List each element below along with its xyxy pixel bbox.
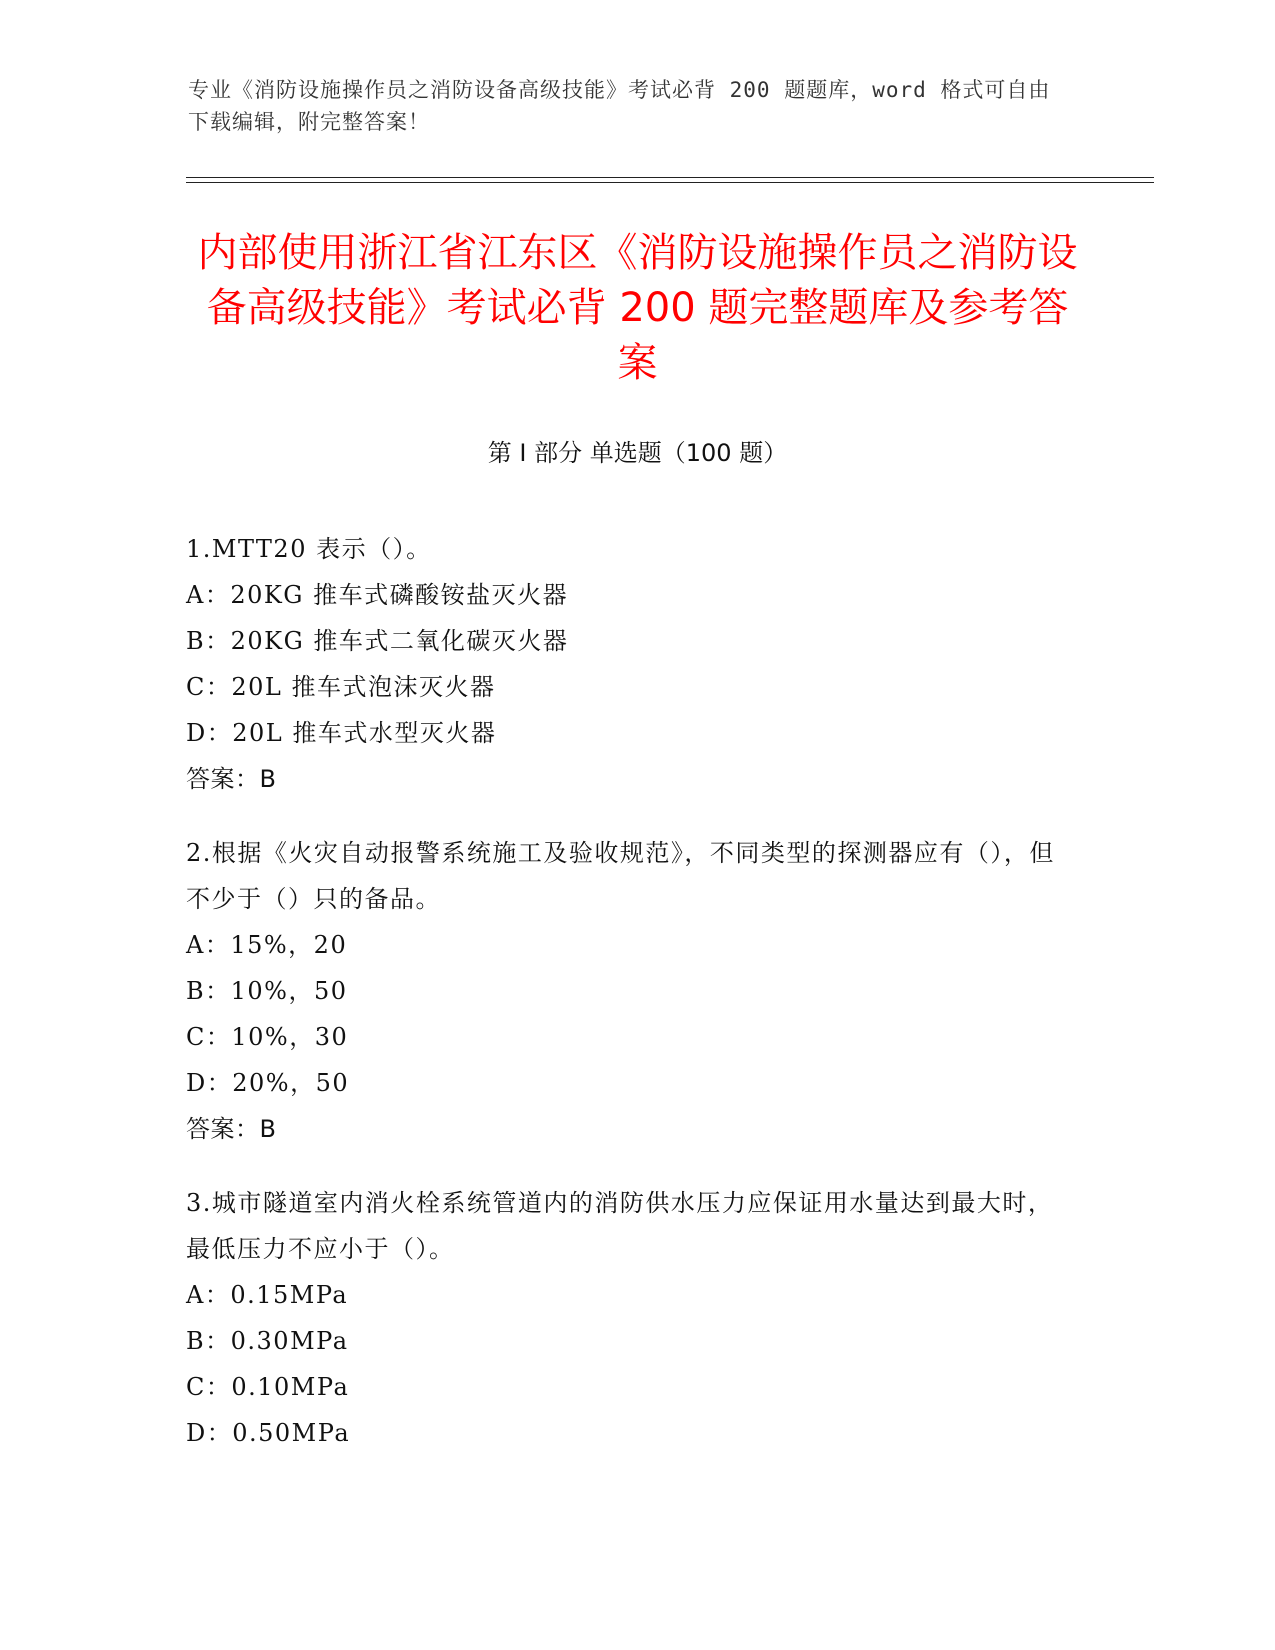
header-divider-bottom	[186, 182, 1154, 183]
option-d: D：20L 推车式水型灭火器	[186, 719, 497, 747]
document-title: 内部使用浙江省江东区《消防设施操作员之消防设备高级技能》考试必背 200 题完整题库及参考答案	[197, 230, 1078, 386]
question-2	[186, 830, 1066, 1152]
question-3	[186, 1180, 1066, 1456]
question-list	[186, 526, 1066, 1484]
option-c: C：10%，30	[186, 1023, 349, 1051]
option-a: A：0.15MPa	[186, 1281, 349, 1309]
option-a: A：20KG 推车式磷酸铵盐灭火器	[186, 581, 569, 609]
section-heading: 第 I 部分 单选题（100 题）	[487, 439, 788, 467]
option-c: C：20L 推车式泡沫灭火器	[186, 673, 496, 701]
answer-line: 答案：B	[186, 1115, 277, 1143]
question-stem: 3.城市隧道室内消火栓系统管道内的消防供水压力应保证用水量达到最大时，最低压力不应小于（）。	[186, 1189, 1054, 1263]
header-note: 专业《消防设施操作员之消防设备高级技能》考试必背 200 题题库，word 格式可自由下载编辑，附完整答案！	[188, 78, 1051, 134]
option-b: B：10%，50	[186, 977, 348, 1005]
question-stem: 1.MTT20 表示（）。	[186, 535, 432, 563]
option-a: A：15%，20	[186, 931, 348, 959]
question-stem: 2.根据《火灾自动报警系统施工及验收规范》，不同类型的探测器应有（），但不少于（）只的备品。	[186, 839, 1055, 913]
option-d: D：20%，50	[186, 1069, 350, 1097]
option-c: C：0.10MPa	[186, 1373, 350, 1401]
question-1	[186, 526, 1066, 802]
option-b: B：0.30MPa	[186, 1327, 349, 1355]
option-b: B：20KG 推车式二氧化碳灭火器	[186, 627, 569, 655]
header-divider-top	[186, 177, 1154, 178]
option-d: D：0.50MPa	[186, 1419, 351, 1447]
answer-line: 答案：B	[186, 765, 277, 793]
